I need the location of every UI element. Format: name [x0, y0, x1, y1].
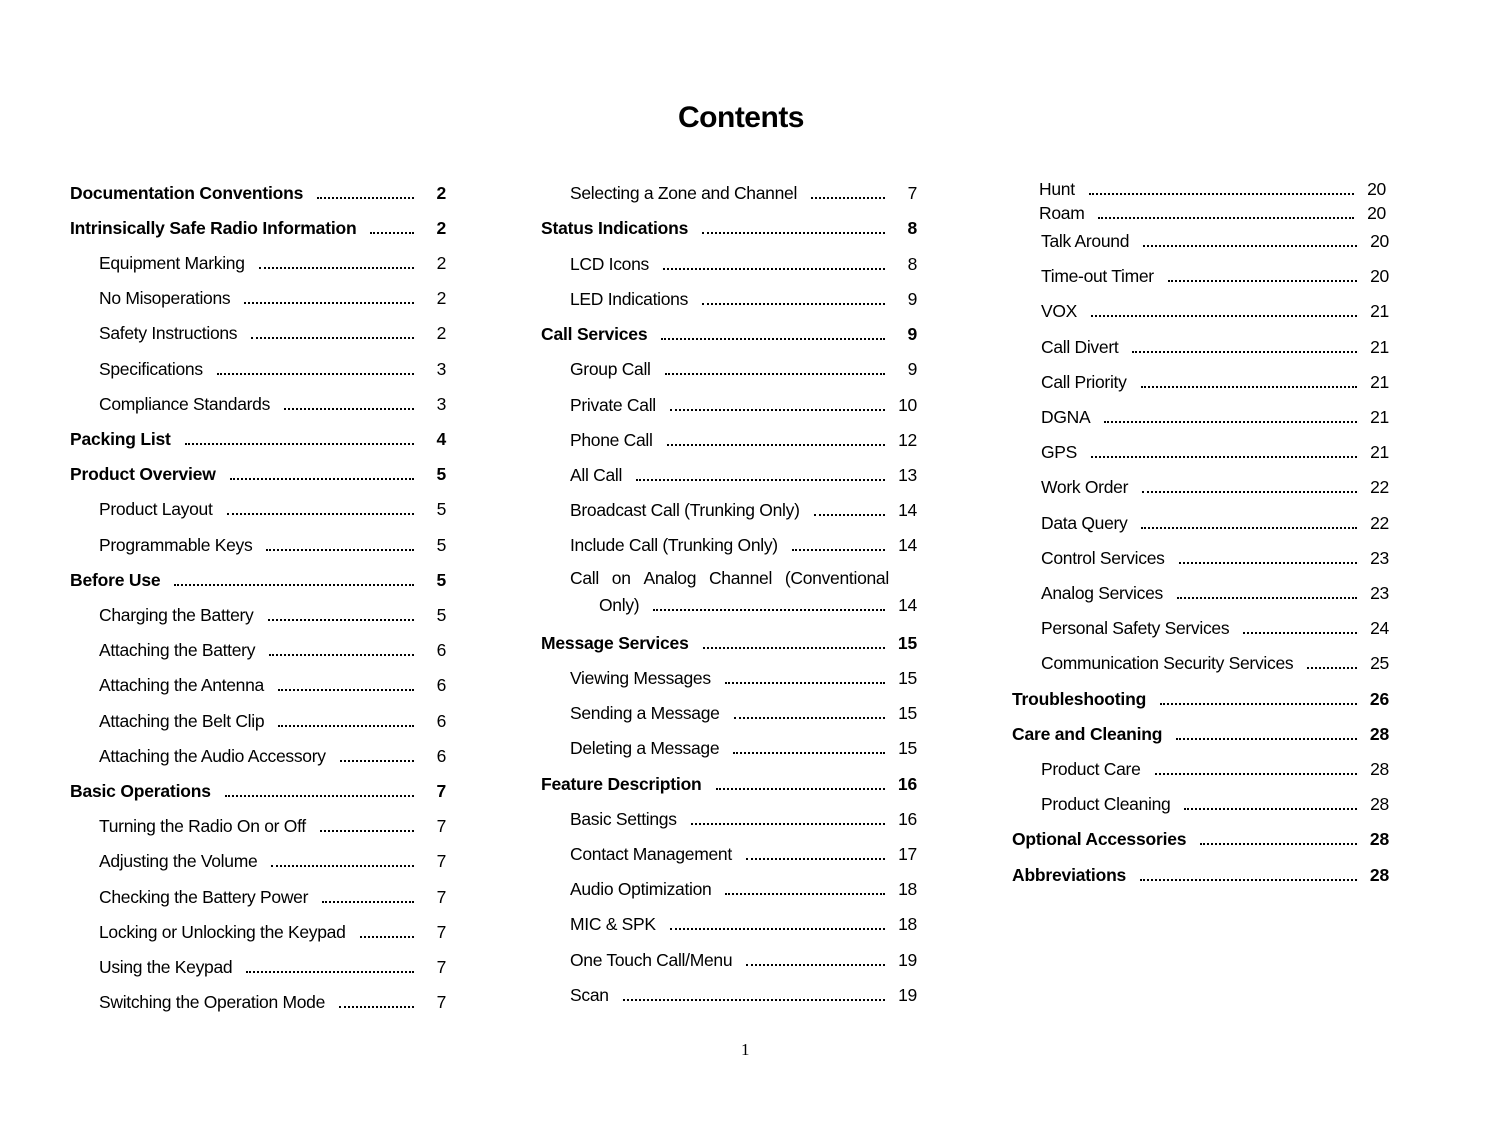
- toc-entry-label: Hunt: [1039, 179, 1075, 199]
- toc-entry: [541, 180, 917, 204]
- toc-leader-dots: [251, 337, 414, 339]
- page-number: 1: [741, 1040, 750, 1059]
- toc-entry: [70, 426, 446, 450]
- toc-entry-label: Phone Call: [570, 430, 653, 450]
- toc-column-left: [70, 180, 446, 1020]
- toc-entry: [1012, 474, 1389, 498]
- toc-entry: [1012, 580, 1389, 604]
- toc-entry: [70, 989, 446, 1013]
- toc-entry-label: Call Priority: [1041, 372, 1127, 392]
- toc-entry-page: 20: [1370, 266, 1389, 286]
- toc-entry-page: 6: [436, 746, 446, 766]
- toc-entry: [541, 427, 917, 451]
- toc-leader-dots: [725, 682, 885, 684]
- toc-entry-label: Broadcast Call (Trunking Only): [570, 500, 800, 520]
- toc-entry: [70, 320, 446, 344]
- toc-entry-page: 6: [436, 675, 446, 695]
- toc-entry: [70, 496, 446, 520]
- toc-leader-dots: [266, 549, 414, 551]
- toc-entry-page: 9: [907, 289, 917, 309]
- toc-entry: [541, 735, 917, 759]
- toc-entry-page: 26: [1369, 689, 1389, 709]
- toc-leader-dots: [1184, 808, 1357, 810]
- toc-entry-label: Charging the Battery: [99, 605, 254, 625]
- toc-leader-dots: [746, 858, 885, 860]
- toc-leader-dots: [670, 409, 885, 411]
- toc-entry: [1012, 650, 1389, 674]
- toc-entry-page: 15: [898, 738, 917, 758]
- toc-entry-page: 13: [898, 465, 917, 485]
- toc-entry-page: 25: [1370, 653, 1389, 673]
- toc-entry: [70, 215, 446, 239]
- toc-entry-label: All Call: [570, 465, 623, 485]
- toc-entry: [70, 954, 446, 978]
- toc-entry-page: 7: [436, 781, 446, 801]
- toc-entry-page: 28: [1369, 724, 1389, 744]
- toc-entry-page: 20: [1367, 179, 1386, 199]
- toc-entry: [541, 841, 917, 865]
- toc-entry-page: 7: [436, 992, 446, 1012]
- toc-leader-dots: [1141, 527, 1357, 529]
- toc-entry-label: Call Divert: [1041, 337, 1119, 357]
- toc-entry-label: Only): [599, 595, 640, 615]
- toc-leader-dots: [340, 760, 414, 762]
- toc-entry: [1039, 176, 1386, 200]
- toc-entry: [1012, 334, 1389, 358]
- toc-column-middle: [541, 180, 917, 1020]
- toc-leader-dots: [268, 619, 414, 621]
- toc-entry-label: Data Query: [1041, 513, 1128, 533]
- toc-entry-page: 22: [1370, 477, 1389, 497]
- toc-entry-label: Viewing Messages: [570, 668, 711, 688]
- toc-entry: [1012, 545, 1389, 569]
- toc-entry-page: 21: [1370, 407, 1389, 427]
- toc-entry-page: 2: [436, 323, 446, 343]
- toc-entry: [541, 771, 917, 795]
- toc-leader-dots: [1168, 280, 1357, 282]
- toc-entry-page: 15: [898, 703, 917, 723]
- toc-entry: [70, 532, 446, 556]
- toc-leader-dots: [734, 717, 885, 719]
- toc-entry-page: 14: [898, 535, 917, 555]
- toc-entry-label: Audio Optimization: [570, 879, 712, 899]
- toc-leader-dots: [1142, 491, 1357, 493]
- toc-entry-label: Adjusting the Volume: [99, 851, 258, 871]
- toc-entry-page: 15: [898, 668, 917, 688]
- toc-entry-label: Selecting a Zone and Channel: [570, 183, 798, 203]
- toc-entry: [70, 743, 446, 767]
- toc-entry: [541, 286, 917, 310]
- toc-entry-label: MIC & SPK: [570, 914, 656, 934]
- toc-entry: [1012, 228, 1389, 252]
- toc-entry-label: Message Services: [541, 633, 689, 653]
- toc-entry: [541, 567, 917, 619]
- toc-entry: [541, 532, 917, 556]
- toc-entry-label: Call Services: [541, 324, 648, 344]
- toc-entry: [541, 392, 917, 416]
- toc-leader-dots: [623, 999, 885, 1001]
- toc-entry: [70, 602, 446, 626]
- toc-leader-dots: [360, 936, 414, 938]
- toc-leader-dots: [667, 444, 885, 446]
- toc-entry-label: Basic Settings: [570, 809, 677, 829]
- toc-entry-label-word: on: [611, 568, 631, 588]
- toc-leader-dots: [225, 795, 414, 797]
- toc-entry: [541, 497, 917, 521]
- toc-leader-dots: [322, 901, 414, 903]
- toc-entry-label: LCD Icons: [570, 254, 649, 274]
- toc-leader-dots: [703, 647, 885, 649]
- toc-entry: [70, 919, 446, 943]
- toc-leader-dots: [746, 964, 885, 966]
- toc-leader-dots: [1091, 456, 1357, 458]
- toc-entry-page: 14: [898, 595, 917, 615]
- toc-leader-dots: [1307, 667, 1357, 669]
- toc-entry-label: Scan: [570, 985, 609, 1005]
- toc-leader-dots: [370, 232, 414, 234]
- toc-entry-page: 9: [907, 324, 917, 344]
- toc-leader-dots: [217, 373, 414, 375]
- toc-entry: [1012, 298, 1389, 322]
- toc-leader-dots: [716, 788, 885, 790]
- toc-entry: [541, 215, 917, 239]
- toc-leader-dots: [665, 373, 885, 375]
- toc-leader-dots: [670, 928, 885, 930]
- toc-entry-label-word: Channel: [708, 568, 773, 588]
- toc-entry: [541, 911, 917, 935]
- toc-entry-label: One Touch Call/Menu: [570, 950, 733, 970]
- toc-entry-label: Attaching the Audio Accessory: [99, 746, 326, 766]
- toc-leader-dots: [320, 830, 414, 832]
- toc-entry-page: 7: [436, 922, 446, 942]
- toc-entry-label: Feature Description: [541, 774, 702, 794]
- toc-entry-label: Basic Operations: [70, 781, 211, 801]
- toc-leader-dots: [653, 609, 885, 611]
- toc-entry-page: 7: [436, 887, 446, 907]
- toc-entry: [1012, 826, 1389, 850]
- toc-entry: [1012, 439, 1389, 463]
- page-title: Contents: [678, 101, 804, 134]
- toc-entry-page: 20: [1370, 231, 1389, 251]
- toc-entry-page: 9: [907, 359, 917, 379]
- toc-entry: [541, 665, 917, 689]
- toc-entry-label: Product Overview: [70, 464, 216, 484]
- toc-entry: [70, 813, 446, 837]
- toc-leader-dots: [636, 479, 885, 481]
- toc-entry-page: 20: [1367, 203, 1386, 223]
- toc-entry: [1012, 369, 1389, 393]
- toc-leader-dots: [1132, 351, 1357, 353]
- toc-leader-dots: [1179, 562, 1357, 564]
- toc-entry-page: 15: [897, 633, 917, 653]
- toc-entry-page: 3: [436, 359, 446, 379]
- toc-leader-dots: [278, 725, 414, 727]
- toc-leader-dots: [702, 303, 885, 305]
- toc-entry-page: 5: [436, 464, 446, 484]
- toc-leader-dots: [1177, 597, 1357, 599]
- toc-entry-label: Troubleshooting: [1012, 689, 1147, 709]
- toc-entry-page: 2: [436, 253, 446, 273]
- toc-leader-dots: [1089, 193, 1354, 195]
- toc-entry-page: 7: [436, 816, 446, 836]
- toc-entry-page: 2: [436, 218, 446, 238]
- toc-entry: [70, 778, 446, 802]
- toc-leader-dots: [259, 267, 414, 269]
- toc-entry-page: 23: [1370, 583, 1389, 603]
- toc-entry-label: No Misoperations: [99, 288, 231, 308]
- toc-leader-dots: [1243, 632, 1357, 634]
- toc-entry: [70, 391, 446, 415]
- toc-leader-dots: [661, 338, 885, 340]
- toc-entry: [70, 180, 446, 204]
- toc-entry: [1012, 791, 1389, 815]
- toc-entry-page: 6: [436, 711, 446, 731]
- toc-entry-page: 5: [436, 570, 446, 590]
- toc-entry: [70, 637, 446, 661]
- toc-entry-label: Talk Around: [1041, 231, 1130, 251]
- toc-leader-dots: [1160, 703, 1357, 705]
- toc-leader-dots: [1176, 738, 1357, 740]
- toc-leader-dots: [1104, 421, 1357, 423]
- toc-leader-dots: [725, 893, 885, 895]
- toc-entry-page: 7: [436, 957, 446, 977]
- toc-entry-label: Status Indications: [541, 218, 689, 238]
- toc-leader-dots: [691, 823, 885, 825]
- toc-leader-dots: [792, 549, 885, 551]
- toc-entry-label: Safety Instructions: [99, 323, 238, 343]
- toc-leader-dots: [339, 1006, 414, 1008]
- toc-entry-label: Switching the Operation Mode: [99, 992, 326, 1012]
- toc-entry: [1012, 756, 1389, 780]
- toc-entry: [1012, 510, 1389, 534]
- toc-entry-label: Documentation Conventions: [70, 183, 304, 203]
- toc-entry: [541, 356, 917, 380]
- toc-entry-page: 12: [898, 430, 917, 450]
- toc-entry-page: 21: [1370, 301, 1389, 321]
- toc-leader-dots: [1155, 773, 1357, 775]
- toc-entry-page: 28: [1369, 865, 1389, 885]
- toc-entry: [1012, 686, 1389, 710]
- toc-leader-dots: [278, 689, 414, 691]
- toc-entry-page: 18: [898, 879, 917, 899]
- toc-entry-label: Include Call (Trunking Only): [570, 535, 778, 555]
- toc-entry-label: VOX: [1041, 301, 1078, 321]
- toc-leader-dots: [1140, 879, 1357, 881]
- toc-entry-page: 22: [1370, 513, 1389, 533]
- toc-entry-label: Intrinsically Safe Radio Information: [70, 218, 357, 238]
- toc-leader-dots: [269, 654, 414, 656]
- toc-entry: [541, 806, 917, 830]
- toc-entry-page: 8: [907, 254, 917, 274]
- toc-entry-label: Contact Management: [570, 844, 732, 864]
- toc-entry: [70, 708, 446, 732]
- toc-entry: [541, 630, 917, 654]
- toc-entry: [1039, 200, 1386, 224]
- toc-entry-page: 3: [436, 394, 446, 414]
- toc-entry-label: Product Cleaning: [1041, 794, 1171, 814]
- toc-entry-page: 16: [898, 809, 917, 829]
- toc-leader-dots: [814, 514, 885, 516]
- toc-entry-label: Checking the Battery Power: [99, 887, 309, 907]
- toc-entry-page: 16: [897, 774, 917, 794]
- toc-entry-label-word: (Conventional: [784, 568, 889, 588]
- toc-entry: [541, 462, 917, 486]
- toc-entry: [70, 461, 446, 485]
- toc-entry: [1012, 721, 1389, 745]
- toc-leader-dots: [246, 971, 414, 973]
- toc-entry-label-word: Analog: [643, 568, 697, 588]
- toc-entry-label: Private Call: [570, 395, 656, 415]
- toc-entry-page: 14: [898, 500, 917, 520]
- toc-entry-label: Personal Safety Services: [1041, 618, 1230, 638]
- toc-entry: [541, 700, 917, 724]
- toc-entry-page: 10: [898, 395, 917, 415]
- toc-leader-dots: [811, 197, 885, 199]
- toc-leader-dots: [733, 752, 885, 754]
- toc-entry: [70, 356, 446, 380]
- toc-entry-label: Roam: [1039, 203, 1085, 223]
- toc-entry: [541, 947, 917, 971]
- toc-leader-dots: [1200, 843, 1357, 845]
- toc-entry-label: GPS: [1041, 442, 1078, 462]
- toc-entry-label: Locking or Unlocking the Keypad: [99, 922, 346, 942]
- toc-leader-dots: [244, 302, 414, 304]
- toc-entry-page: 21: [1370, 337, 1389, 357]
- toc-entry-label: Work Order: [1041, 477, 1129, 497]
- toc-entry-page: 5: [436, 605, 446, 625]
- toc-entry: [70, 848, 446, 872]
- toc-leader-dots: [271, 865, 414, 867]
- toc-leader-dots: [1091, 315, 1357, 317]
- toc-entry-page: 28: [1369, 829, 1389, 849]
- toc-entry-page: 7: [907, 183, 917, 203]
- toc-entry: [541, 321, 917, 345]
- toc-entry-label-line1: [541, 567, 917, 589]
- toc-entry-label: Time-out Timer: [1041, 266, 1154, 286]
- toc-entry-label: DGNA: [1041, 407, 1091, 427]
- toc-entry: [70, 884, 446, 908]
- toc-entry-label: Equipment Marking: [99, 253, 245, 273]
- toc-entry-page: 19: [898, 950, 917, 970]
- toc-entry-label: Communication Security Services: [1041, 653, 1294, 673]
- toc-entry-label: Group Call: [570, 359, 651, 379]
- toc-entry-label: Deleting a Message: [570, 738, 720, 758]
- toc-leader-dots: [317, 197, 414, 199]
- toc-entry: [1012, 404, 1389, 428]
- toc-entry-page: 5: [436, 499, 446, 519]
- toc-entry-page: 24: [1370, 618, 1389, 638]
- toc-leader-dots: [185, 443, 414, 445]
- toc-entry-page: 21: [1370, 372, 1389, 392]
- toc-entry-label: Attaching the Belt Clip: [99, 711, 265, 731]
- toc-entry-label: Compliance Standards: [99, 394, 271, 414]
- toc-entry-label: Specifications: [99, 359, 203, 379]
- toc-entry-label: Attaching the Battery: [99, 640, 256, 660]
- toc-entry-page: 2: [436, 183, 446, 203]
- toc-column-right: [1012, 176, 1389, 896]
- toc-entry-page: 28: [1370, 794, 1389, 814]
- toc-entry-label: Care and Cleaning: [1012, 724, 1163, 744]
- toc-entry-page: 19: [898, 985, 917, 1005]
- toc-entry: [70, 672, 446, 696]
- toc-entry: [1012, 615, 1389, 639]
- toc-entry: [1012, 862, 1389, 886]
- toc-entry: [541, 251, 917, 275]
- toc-entry-label: Product Layout: [99, 499, 213, 519]
- toc-entry-page: 7: [436, 851, 446, 871]
- toc-entry: [1012, 263, 1389, 287]
- toc-entry-page: 2: [436, 288, 446, 308]
- toc-leader-dots: [284, 408, 414, 410]
- toc-entry-label: Control Services: [1041, 548, 1165, 568]
- toc-entry-label-word: Call: [570, 568, 599, 588]
- toc-leader-dots: [1143, 245, 1357, 247]
- toc-entry-label: Programmable Keys: [99, 535, 253, 555]
- toc-entry-page: 6: [436, 640, 446, 660]
- toc-entry-label: Analog Services: [1041, 583, 1163, 603]
- toc-entry-label: Product Care: [1041, 759, 1141, 779]
- toc-entry-label: Attaching the Antenna: [99, 675, 264, 695]
- toc-leader-dots: [663, 268, 885, 270]
- toc-leader-dots: [174, 584, 414, 586]
- toc-leader-dots: [230, 478, 414, 480]
- toc-entry-page: 28: [1370, 759, 1389, 779]
- toc-entry-page: 17: [898, 844, 917, 864]
- toc-entry-label: Turning the Radio On or Off: [99, 816, 306, 836]
- toc-entry-label: Packing List: [70, 429, 171, 449]
- toc-entry: [70, 285, 446, 309]
- toc-entry-page: 8: [907, 218, 917, 238]
- toc-entry-page: 4: [436, 429, 446, 449]
- toc-leader-dots: [1141, 386, 1357, 388]
- toc-entry-page: 23: [1370, 548, 1389, 568]
- toc-entry-label: Sending a Message: [570, 703, 720, 723]
- toc-entry: [70, 250, 446, 274]
- toc-leader-dots: [702, 232, 885, 234]
- toc-entry-page: 21: [1370, 442, 1389, 462]
- toc-entry-page: 5: [436, 535, 446, 555]
- toc-entry-label: Before Use: [70, 570, 161, 590]
- toc-entry: [541, 876, 917, 900]
- toc-entry-label: Optional Accessories: [1012, 829, 1187, 849]
- toc-leader-dots: [1098, 217, 1354, 219]
- toc-entry-label: Abbreviations: [1012, 865, 1127, 885]
- toc-entry-label: LED Indications: [570, 289, 689, 309]
- toc-entry: [541, 982, 917, 1006]
- toc-entry: [70, 567, 446, 591]
- toc-leader-dots: [227, 513, 414, 515]
- toc-entry-page: 18: [898, 914, 917, 934]
- toc-entry-label: Using the Keypad: [99, 957, 233, 977]
